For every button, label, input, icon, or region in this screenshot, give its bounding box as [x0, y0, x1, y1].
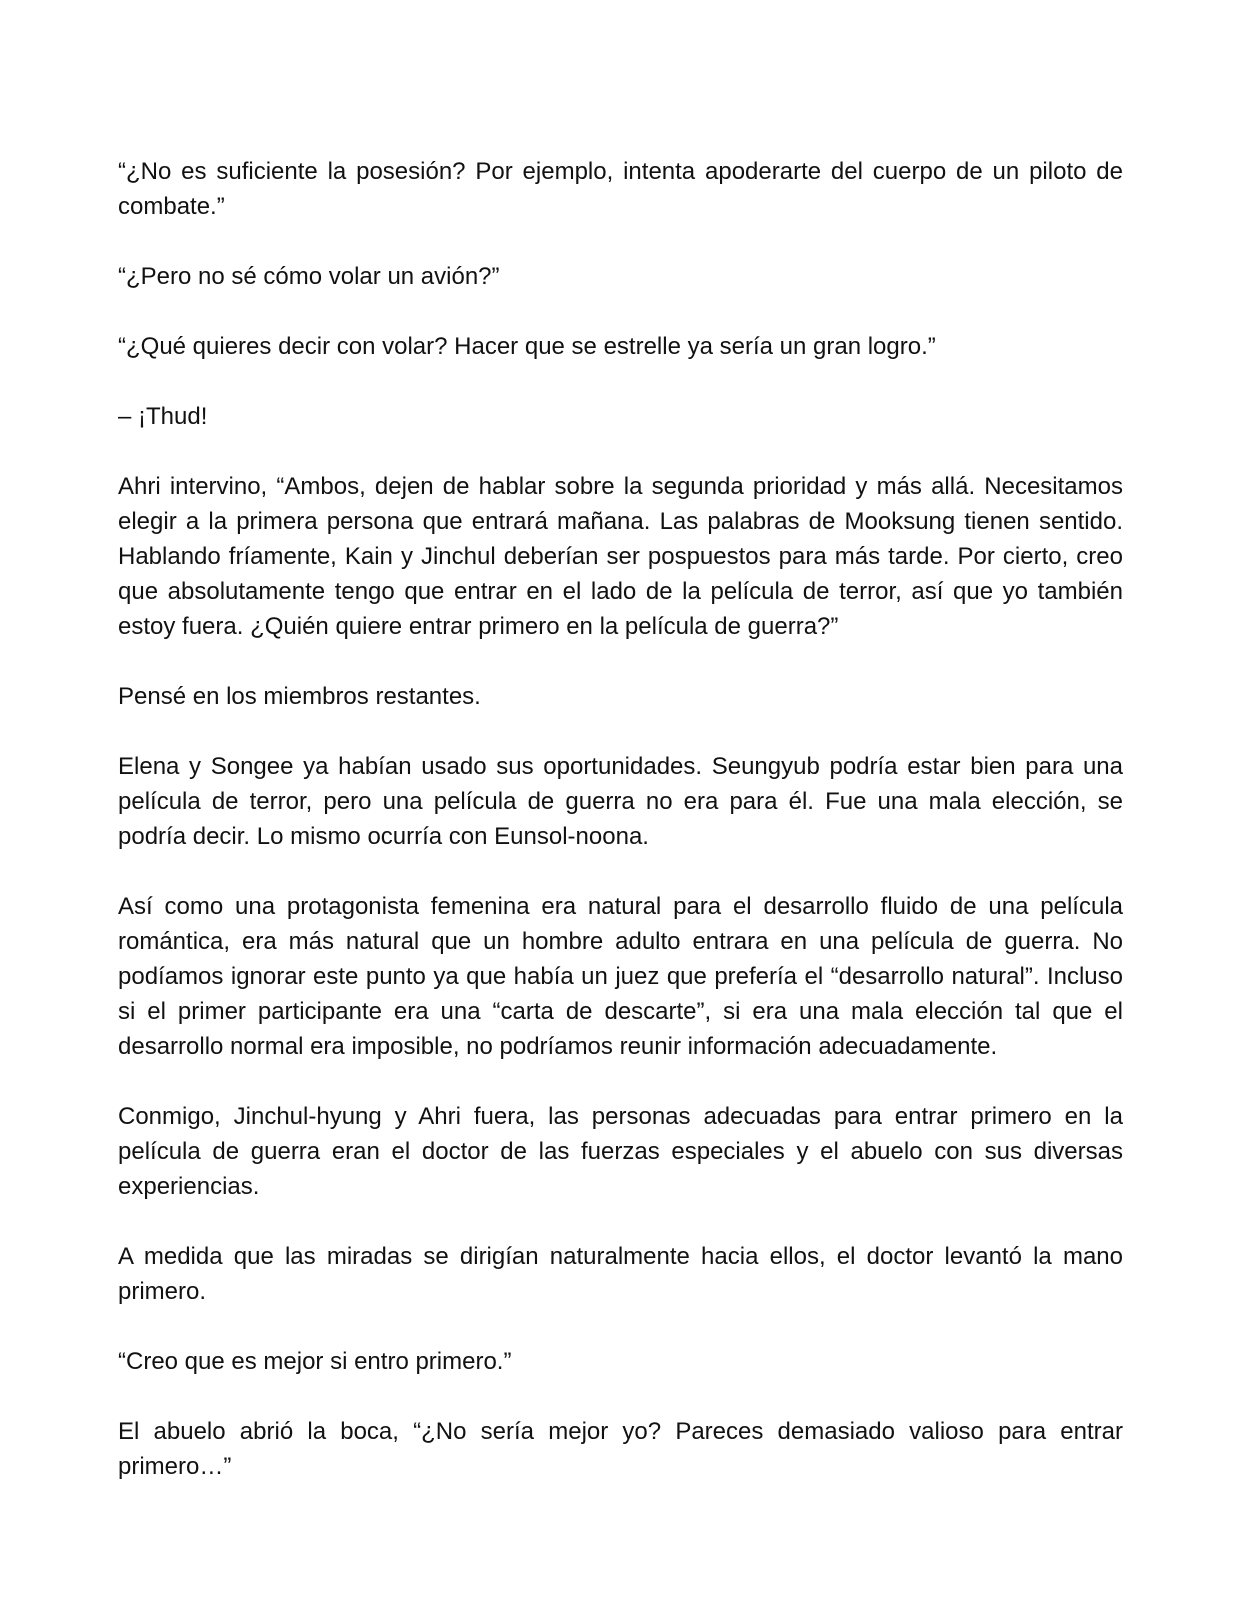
paragraph-9: Conmigo, Jinchul-hyung y Ahri fuera, las personas adecuadas para entrar primero en la película de guerra eran el doctor de las fuerzas especiales y el abuelo con sus diversas experiencias.: [118, 1103, 1123, 1200]
paragraph-4: – ¡Thud!: [118, 403, 208, 430]
paragraph-3: “¿Qué quieres decir con volar? Hacer que se estrelle ya sería un gran logro.”: [118, 333, 936, 360]
paragraph-11: “Creo que es mejor si entro primero.”: [118, 1348, 512, 1375]
document-body: [118, 154, 1123, 1484]
paragraph-7: Elena y Songee ya habían usado sus oportunidades. Seungyub podría estar bien para una película de terror, pero una película de guerra no era para él. Fue una mala elección, se podría decir. Lo mismo ocurría con Eunsol-noona.: [118, 753, 1123, 850]
paragraph-6: Pensé en los miembros restantes.: [118, 683, 481, 710]
paragraph-8: Así como una protagonista femenina era natural para el desarrollo fluido de una película romántica, era más natural que un hombre adulto entrara en una película de guerra. No podíamos ignorar este punto ya que había un juez que prefería el “desarrollo natural”. Incluso si el primer participante era una “carta de descarte”, si era una mala elección tal que el desarrollo normal era imposible, no podríamos reunir información adecuadamente.: [118, 893, 1123, 1060]
paragraph-10: A medida que las miradas se dirigían naturalmente hacia ellos, el doctor levantó la mano primero.: [118, 1243, 1123, 1305]
paragraph-2: “¿Pero no sé cómo volar un avión?”: [118, 263, 500, 290]
paragraph-12: El abuelo abrió la boca, “¿No sería mejor yo? Pareces demasiado valioso para entrar primero…”: [118, 1418, 1123, 1480]
paragraph-5: Ahri intervino, “Ambos, dejen de hablar sobre la segunda prioridad y más allá. Necesitamos elegir a la primera persona que entrará mañana. Las palabras de Mooksung tienen sentido. Hablando fríamente, Kain y Jinchul deberían ser pospuestos para más tarde. Por cierto, creo que absolutamente tengo que entrar en el lado de la película de terror, así que yo también estoy fuera. ¿Quién quiere entrar primero en la película de guerra?”: [118, 473, 1123, 640]
paragraph-1: “¿No es suficiente la posesión? Por ejemplo, intenta apoderarte del cuerpo de un piloto de combate.”: [118, 158, 1123, 220]
